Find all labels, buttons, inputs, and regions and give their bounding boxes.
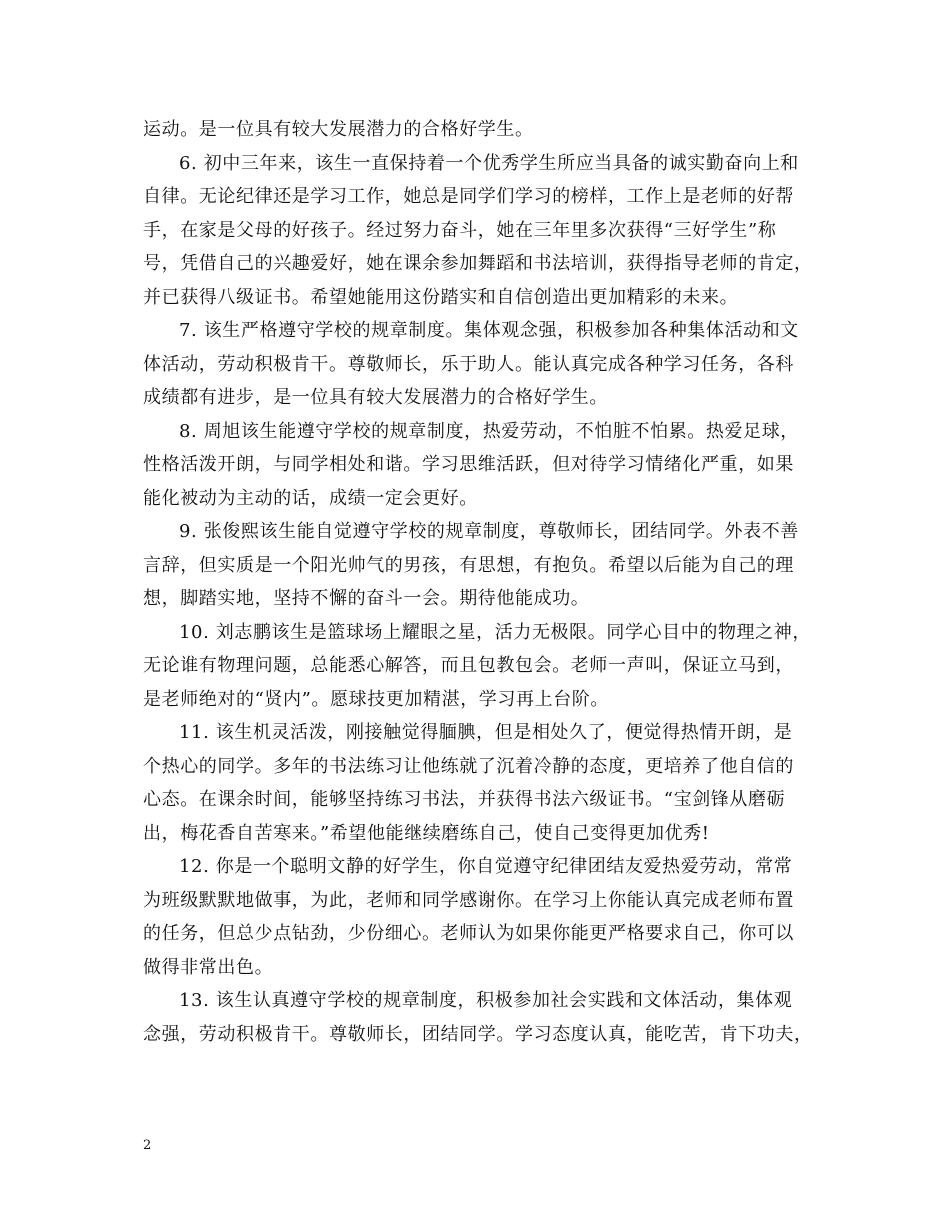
- document-body: [143, 113, 813, 1051]
- text-line: 能化被动为主动的话，成绩一定会更好。: [143, 487, 478, 509]
- page-number: 2: [143, 1138, 152, 1153]
- text-line: 想，脚踏实地，坚持不懈的奋斗一会。期待他能成功。: [143, 588, 590, 609]
- text-line: 并已获得八级证书。希望她能用这份踏实和自信创造出更加精彩的未来。: [143, 286, 739, 308]
- text-line: 个热心的同学。多年的书法练习让他练就了沉着冷静的态度，更培养了他自信的: [143, 755, 794, 777]
- text-line: 言辞，但实质是一个阳光帅气的男孩，有思想，有抱负。希望以后能为自己的理: [143, 554, 794, 576]
- text-line: 6. 初中三年来，该生一直保持着一个优秀学生所应当具备的诚实勤奋向上和: [179, 152, 799, 174]
- text-line: 13. 该生认真遵守学校的规章制度，积极参加社会实践和文体活动，集体观: [179, 990, 793, 1011]
- text-line: 念强，劳动积极肯干。尊敬师长，团结同学。学习态度认真，能吃苦，肯下功夫，: [143, 1023, 813, 1045]
- text-line: 11. 该生机灵活泼，刚接触觉得腼腆，但是相处久了，便觉得热情开朗，是: [179, 722, 793, 743]
- text-line: 12. 你是一个聪明文静的好学生，你自觉遵守纪律团结友爱热爱劳动，常常: [179, 856, 793, 877]
- text-line: 出，梅花香自苦寒来。”希望他能继续磨练自己，使自己变得更加优秀!: [143, 822, 710, 844]
- text-line: 10. 刘志鹏该生是篮球场上耀眼之星，活力无极限。同学心目中的物理之神，: [179, 621, 811, 643]
- text-line: 为班级默默地做事，为此，老师和同学感谢你。在学习上你能认真完成老师布置: [143, 889, 794, 911]
- text-line: 8. 周旭该生能遵守学校的规章制度，热爱劳动，不怕脏不怕累。热爱足球，: [179, 420, 799, 442]
- text-line: 号，凭借自己的兴趣爱好，她在课余参加舞蹈和书法培训，获得指导老师的肯定，: [143, 253, 813, 274]
- text-line: 运动。是一位具有较大发展潜力的合格好学生。: [143, 119, 534, 140]
- text-line: 是老师绝对的“贤内”。愿球技更加精湛，学习再上台阶。: [143, 688, 610, 710]
- text-line: 做得非常出色。: [143, 956, 274, 978]
- text-line: 9. 张俊熙该生能自觉遵守学校的规章制度，尊敬师长，团结同学。外表不善: [179, 521, 799, 542]
- text-line: 体活动，劳动积极肯干。尊敬师长，乐于助人。能认真完成各种学习任务，各科: [143, 353, 794, 375]
- text-line: 手，在家是父母的好孩子。经过努力奋斗，她在三年里多次获得“三好学生”称: [143, 219, 777, 241]
- text-line: 7. 该生严格遵守学校的规章制度。集体观念强，积极参加各种集体活动和文: [179, 320, 799, 341]
- text-line: 成绩都有进步，是一位具有较大发展潜力的合格好学生。: [143, 387, 608, 408]
- text-line: 心态。在课余时间，能够坚持练习书法，并获得书法六级证书。“宝剑锋从磨砺: [143, 789, 786, 810]
- text-line: 自律。无论纪律还是学习工作，她总是同学们学习的榜样，工作上是老师的好帮: [143, 186, 794, 207]
- text-line: 无论谁有物理问题，总能悉心解答，而且包教包会。老师一声叫，保证立马到，: [143, 655, 794, 676]
- text-line: 性格活泼开朗，与同学相处和谐。学习思维活跃，但对待学习情绪化严重，如果: [143, 454, 794, 475]
- text-line: 的任务，但总少点钻劲，少份细心。老师认为如果你能更严格要求自己，你可以: [143, 923, 794, 944]
